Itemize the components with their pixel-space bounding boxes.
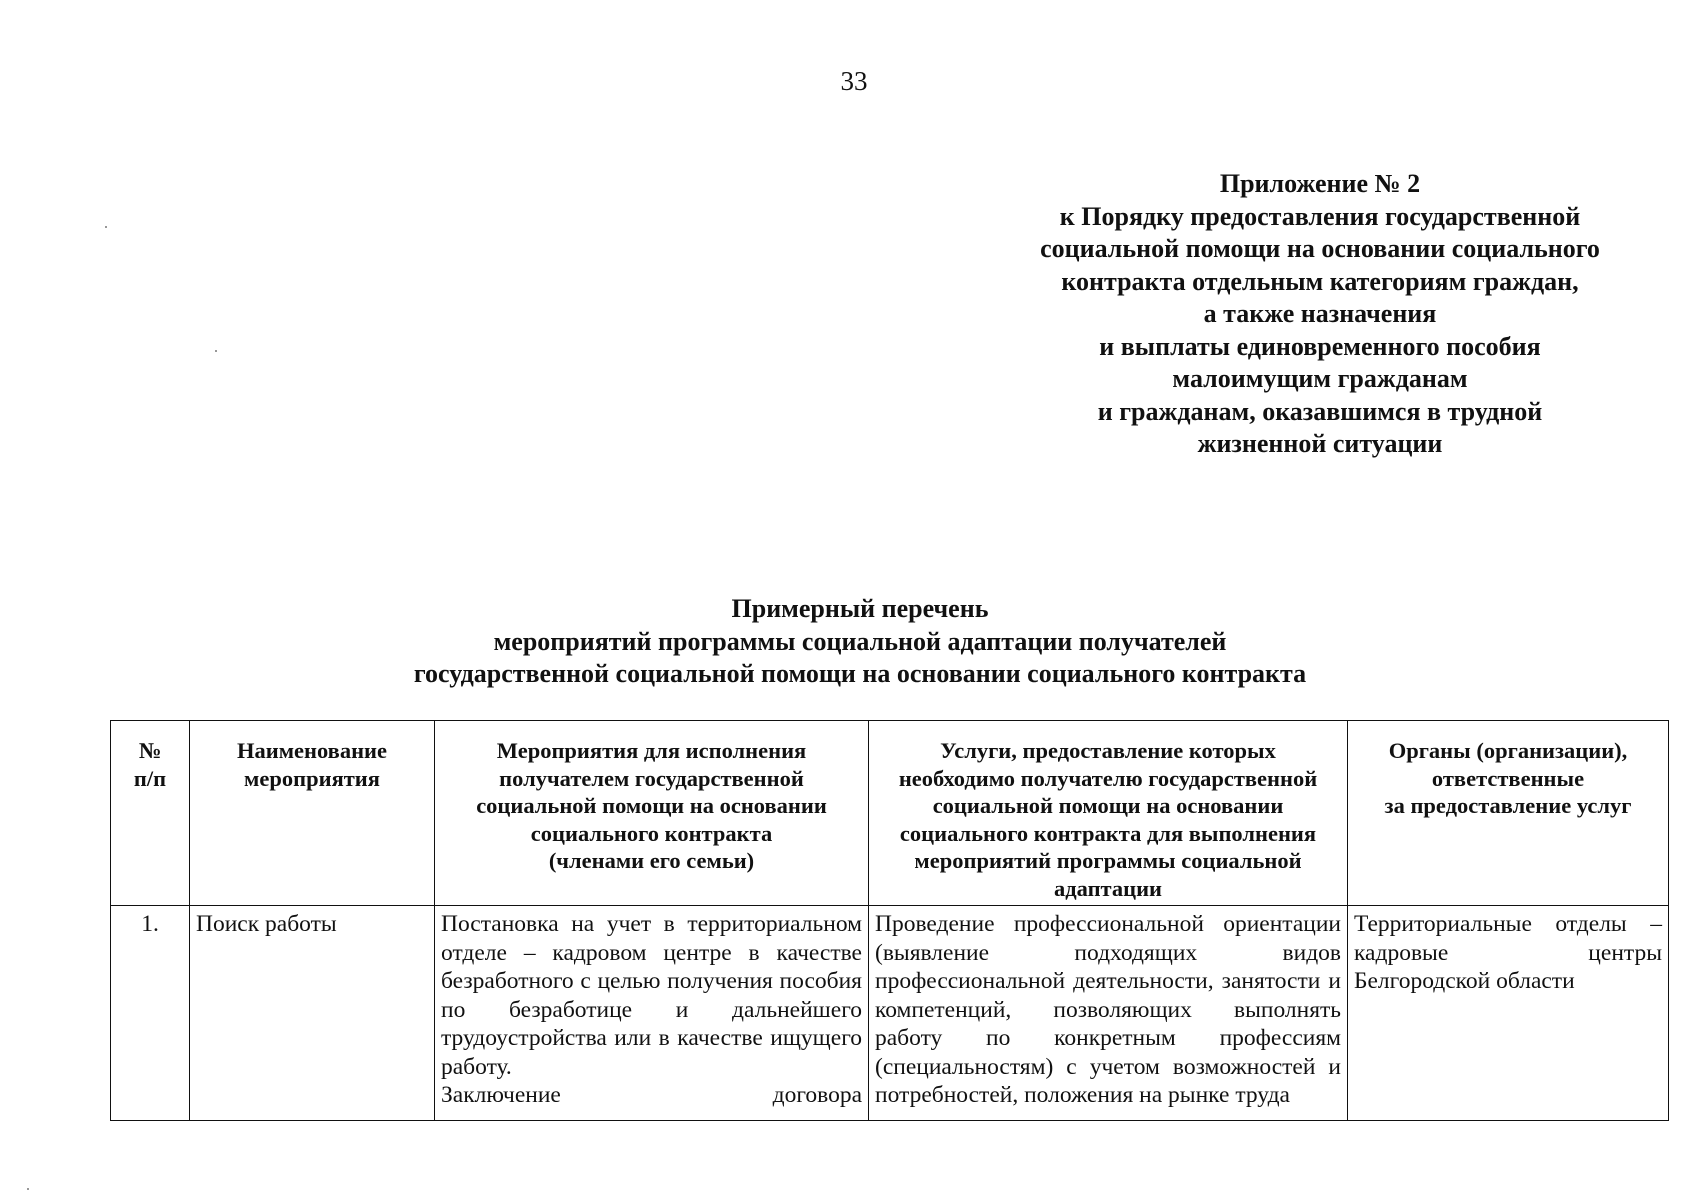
header-line: ответственные <box>1431 765 1585 791</box>
header-name <box>190 721 435 906</box>
appendix-line: и гражданам, оказавшимся в трудной <box>1097 396 1543 426</box>
page-number: 33 <box>840 66 868 96</box>
appendix-line: к Порядку предоставления государственной <box>1059 201 1581 231</box>
appendix-line: Приложение № 2 <box>1219 169 1421 198</box>
appendix-line: контракта отдельным категориям граждан, <box>1061 266 1579 296</box>
header-line: социального контракта <box>530 820 773 846</box>
header-line: № <box>138 738 162 763</box>
header-line: мероприятия <box>244 765 380 791</box>
header-line: социальной помощи на основании <box>932 793 1284 818</box>
header-line: мероприятий программы социальной <box>914 848 1302 873</box>
table-header-row <box>111 721 1669 906</box>
header-services <box>869 721 1348 906</box>
table-row <box>111 906 1669 1121</box>
organizations-text: Территориальные отделы – кадровые центры Белгородской области <box>1354 911 1662 994</box>
row-organizations <box>1348 906 1669 1121</box>
scan-speck <box>215 350 217 352</box>
appendix-line: социальной помощи на основании социального <box>1040 234 1600 263</box>
header-organizations <box>1348 721 1669 906</box>
header-line: за предоставление услуг <box>1384 793 1632 818</box>
header-line: получателем государственной <box>499 765 804 791</box>
appendix-line: и выплаты единовременного пособия <box>1099 331 1541 361</box>
row-services <box>869 906 1348 1121</box>
header-line: социальной помощи на основании <box>476 793 827 818</box>
header-line: необходимо получателю государственной <box>898 765 1318 791</box>
services-text: Проведение профессиональной ориентации (выявление подходящих видов профессиональной деятельности, занятости и компетенций, позволяющих выполнять работу по конкретным профессиям (специальностям) с учетом возможностей и потребностей, положения на рынке труда <box>875 911 1341 1108</box>
header-line: Мероприятия для исполнения <box>496 738 807 763</box>
scan-speck <box>105 226 107 228</box>
header-line: адаптации <box>1053 875 1163 901</box>
appendix-heading <box>980 168 1660 461</box>
header-line: Органы (организации), <box>1388 738 1628 763</box>
activities-text: Постановка на учет в территориальном отделе – кадровом центре в качестве безработного с целью получения пособия по безработице и дальнейшего трудоустройства или в качестве ищущего работу. <box>441 911 862 1080</box>
activities-text-continued: Заключение договора <box>441 1082 862 1108</box>
header-line: Услуги, предоставление которых <box>940 738 1276 763</box>
row-name: Поиск работы <box>190 906 435 1121</box>
header-line: Наименование <box>237 738 387 763</box>
header-line: (членами его семьи) <box>548 848 755 873</box>
header-line: социального контракта для выполнения <box>899 820 1317 846</box>
title-line: Примерный перечень <box>731 594 989 623</box>
row-num: 1. <box>111 906 190 1121</box>
document-title <box>0 593 1708 691</box>
measures-table <box>110 720 1669 1121</box>
appendix-line: жизненной ситуации <box>1197 429 1443 458</box>
header-activities <box>435 721 869 906</box>
scan-speck <box>27 1188 29 1190</box>
header-num <box>111 721 190 906</box>
title-line: мероприятий программы социальной адаптации получателей <box>493 626 1227 656</box>
appendix-line: а также назначения <box>1203 299 1437 328</box>
appendix-line: малоимущим гражданам <box>1172 364 1468 393</box>
title-line: государственной социальной помощи на основании социального контракта <box>413 659 1307 688</box>
row-activities <box>435 906 869 1121</box>
header-line: п/п <box>133 765 167 791</box>
